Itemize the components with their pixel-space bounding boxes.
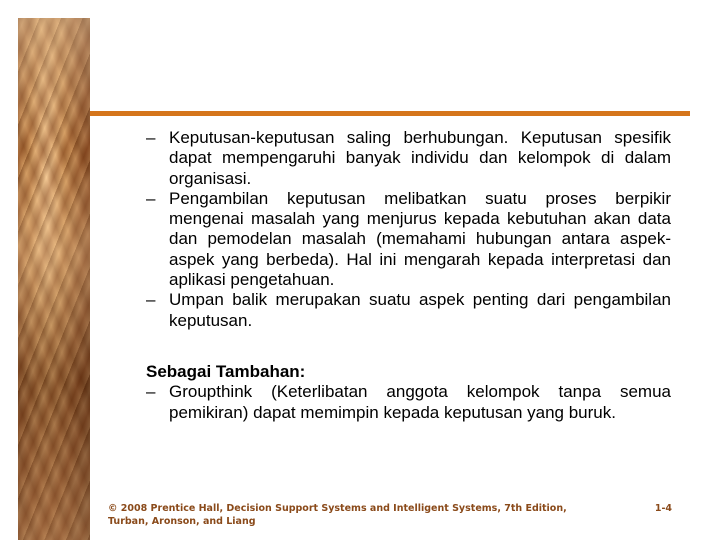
bullet-text: Groupthink (Keterlibatan anggota kelompok tanpa semua pemikiran) dapat memimpin kepada keputusan yang buruk.	[169, 382, 671, 422]
page-number: 1-4	[654, 503, 672, 514]
bullet-dash: –	[146, 188, 156, 208]
footer-citation: © 2008 Prentice Hall, Decision Support Systems and Intelligent Systems, 7th Edition, Turban, Aronson, and Liang	[108, 503, 567, 527]
bullet-item	[146, 189, 671, 290]
title-divider-rule	[90, 111, 690, 116]
bullet-dash: –	[146, 128, 156, 147]
slide-body	[146, 128, 671, 423]
bullet-text: Pengambilan keputusan melibatkan suatu proses berpikir mengenai masalah yang menjurus kepada kebutuhan akan data dan pemodelan masalah (memahami hubungan antara aspek-aspek yang berbeda). Hal ini mengarah kepada interpretasi dan aplikasi pengetahuan.	[169, 188, 671, 290]
section-heading: Sebagai Tambahan:	[146, 361, 306, 381]
bullet-item	[146, 382, 671, 423]
bullet-dash: –	[146, 382, 156, 402]
bullet-dash: –	[146, 290, 156, 310]
wood-texture-highlight	[18, 18, 90, 540]
bullet-item	[146, 128, 671, 189]
bullet-text: Umpan balik merupakan suatu aspek penting dari pengambilan keputusan.	[169, 290, 671, 330]
bullet-item	[146, 290, 671, 331]
bullet-text: Keputusan-keputusan saling berhubungan. Keputusan spesifik dapat mempengaruhi banyak individu dan kelompok di dalam organisasi.	[169, 128, 671, 188]
